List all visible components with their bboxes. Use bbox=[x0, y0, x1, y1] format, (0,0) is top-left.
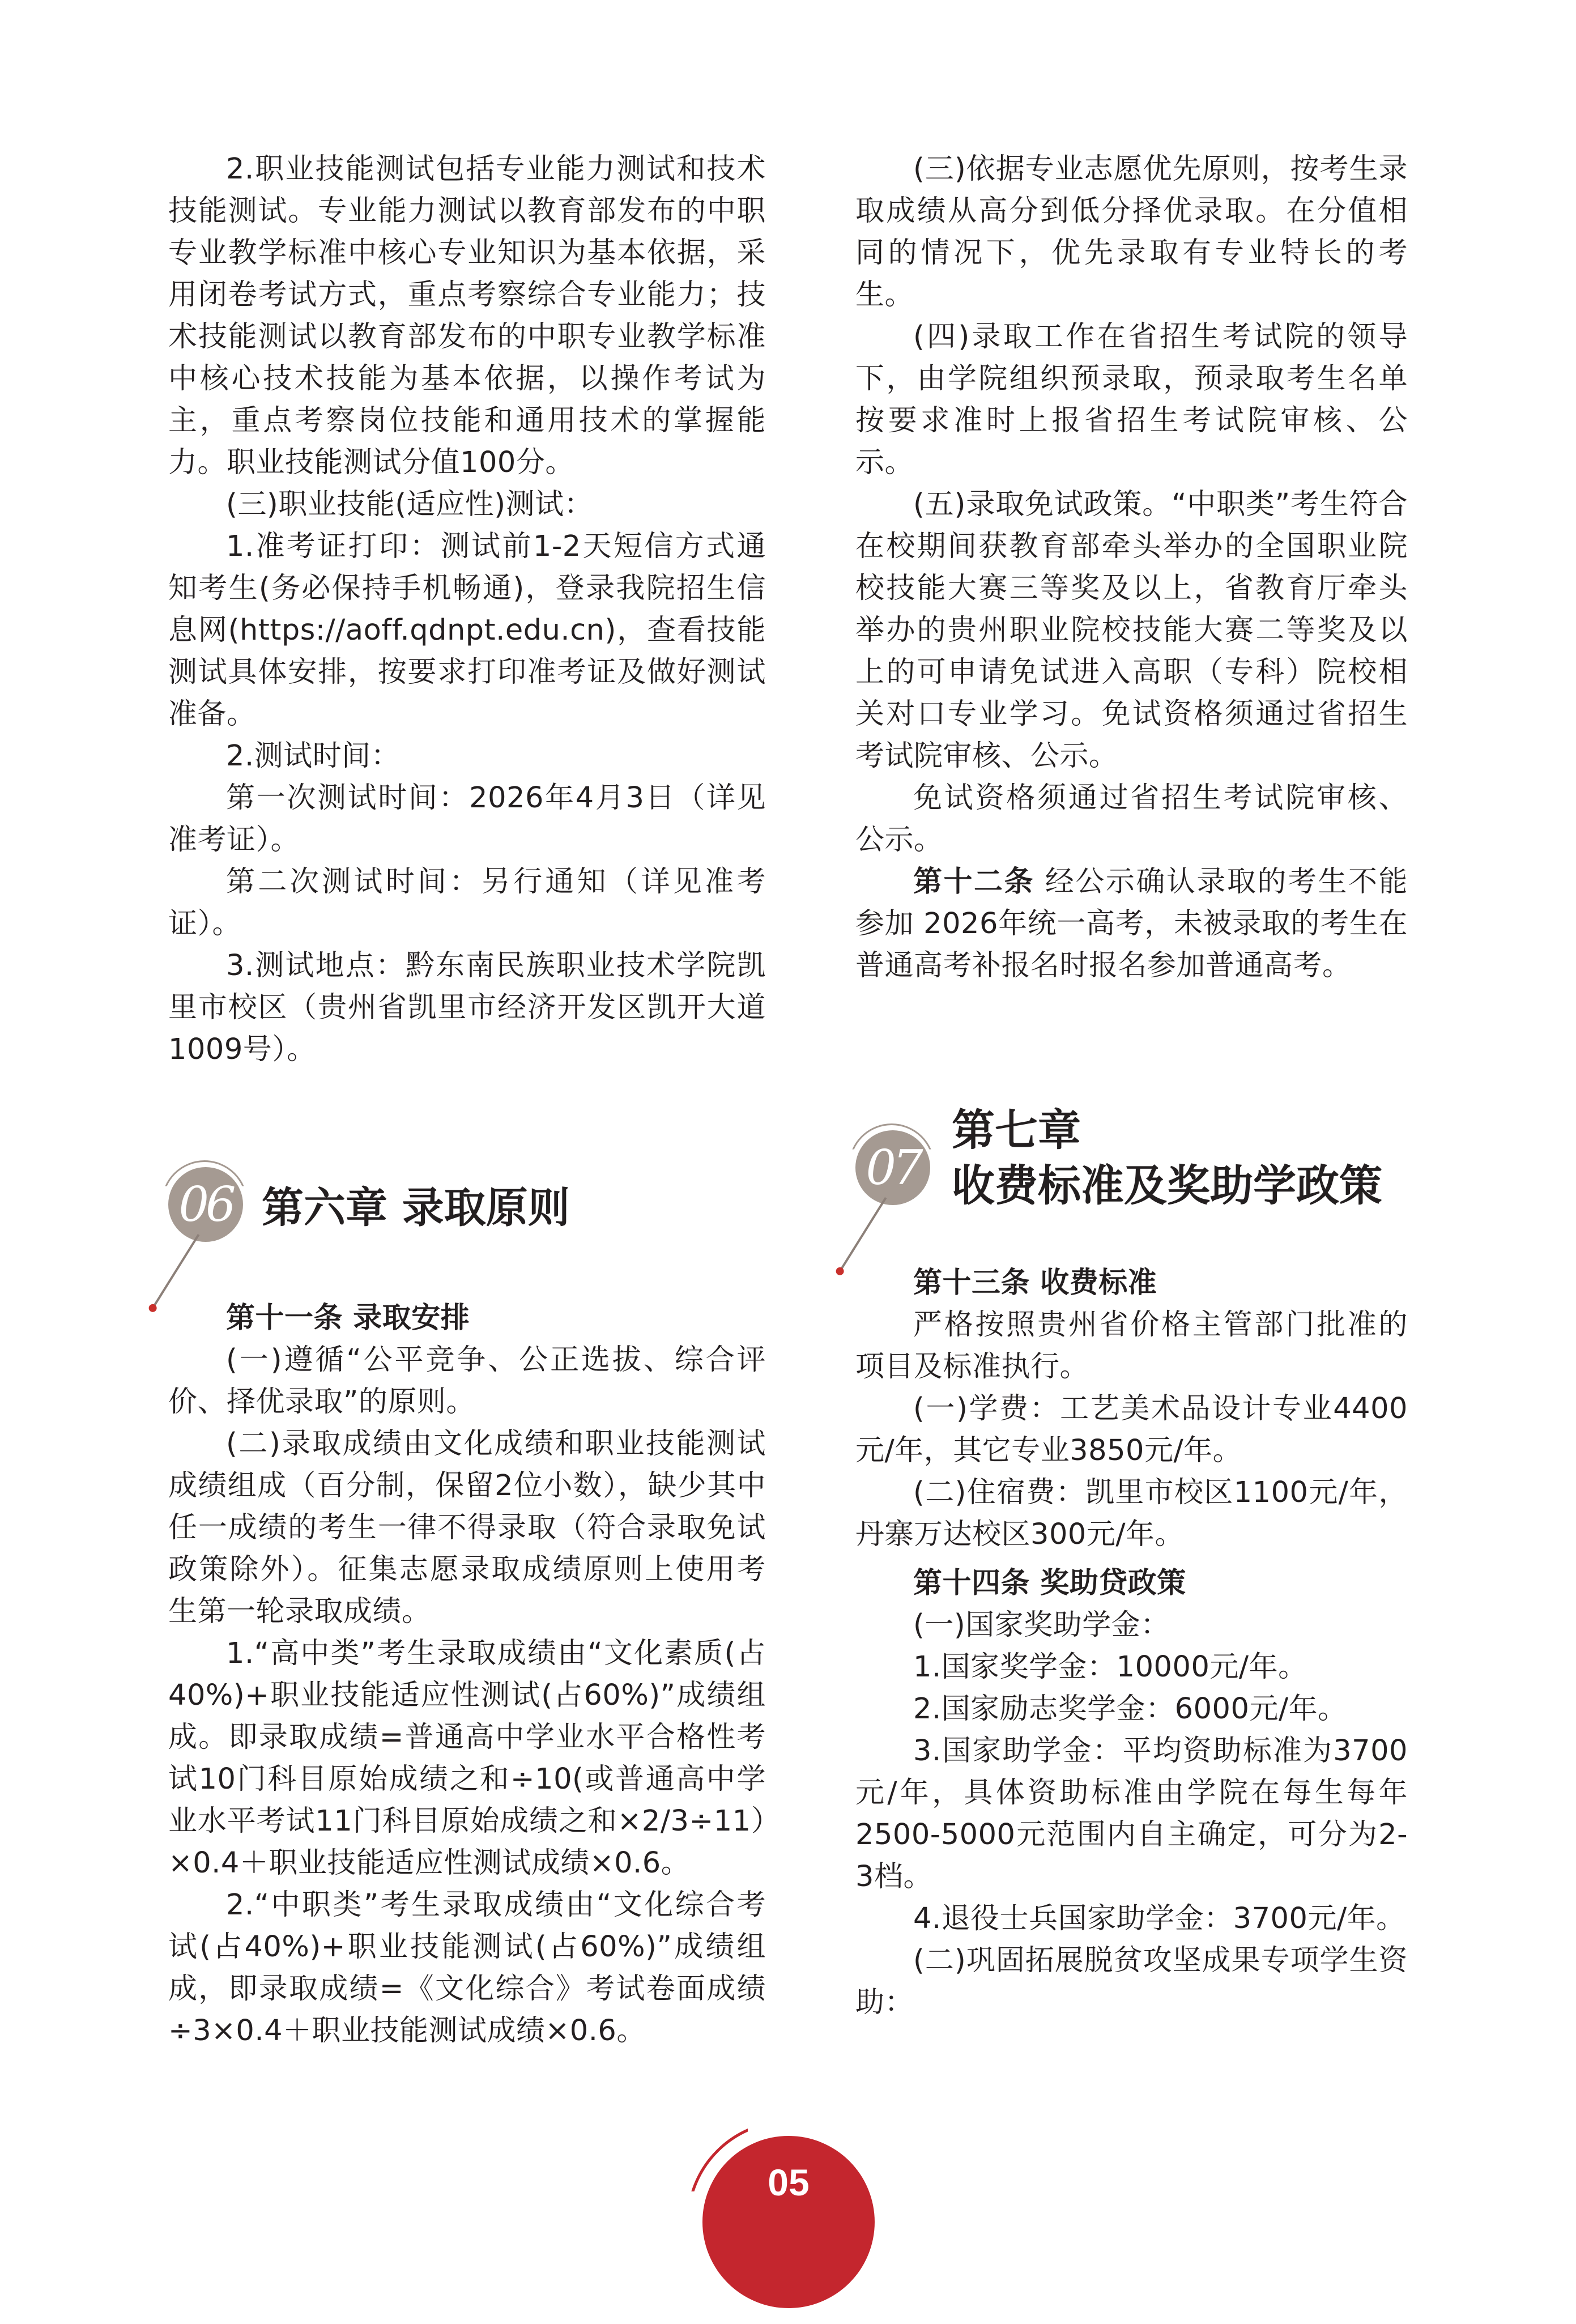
article-12-paragraph bbox=[855, 861, 1408, 987]
accommodation-fee: (二)住宿费：凯里市校区1100元/年，丹寨万达校区300元/年。 bbox=[855, 1476, 1408, 1551]
admission-ticket-paragraph: 1.准考证打印：测试前1-2天短信方式通知考生(务必保持手机畅通)，登录我院招生信息网(https://aoff.qdnpt.edu.cn)，查看技能测试具体安排，按要求打印准考证及做好测试准备。 bbox=[168, 530, 766, 731]
chapter-7-title-line1: 第七章 bbox=[952, 1105, 1081, 1155]
national-scholarship: 1.国家奖学金：10000元/年。 bbox=[913, 1650, 1307, 1684]
high-school-score-paragraph: 1.“高中类”考生录取成绩由“文化素质(占40%)+职业技能适应性测试(占60%)”成绩组成。即录取成绩=普通高中学业水平合格性考试10门科目原始成绩之和÷10(或普通高中学业水平考试11门科目原始成绩之和×2/3÷11）×0.4＋职业技能适应性测试成绩×0.6。 bbox=[168, 1637, 766, 1880]
page-number: 05 bbox=[768, 2161, 810, 2203]
second-test-time: 第二次测试时间：另行通知（详见准考证）。 bbox=[168, 865, 766, 940]
test-location: 3.测试地点：黔东南民族职业技术学院凯里市校区（贵州省凯里市经济开发区凯开大道1009号）。 bbox=[168, 949, 766, 1066]
score-composition-paragraph: (二)录取成绩由文化成绩和职业技能测试成绩组成（百分制，保留2位小数），缺少其中任一成绩的考生一律不得录取（符合录取免试政策除外）。征集志愿录取成绩原则上使用考生第一轮录取成绩。 bbox=[168, 1427, 766, 1628]
national-encouragement-scholarship: 2.国家励志奖学金：6000元/年。 bbox=[913, 1692, 1347, 1726]
article-12-body: 经公示确认录取的考生不能参加 2026年统一高考，未被录取的考生在普通高考补报名时报名参加普通高考。 bbox=[855, 865, 1408, 982]
badge-stem-decoration bbox=[840, 1197, 887, 1270]
tuition-fee: (一)学费：工艺美术品设计专业4400元/年，其它专业3850元/年。 bbox=[855, 1392, 1408, 1467]
national-aid-heading: (一)国家奖助学金： bbox=[913, 1608, 1170, 1642]
test-time-heading: 2.测试时间： bbox=[226, 739, 401, 773]
skill-test-paragraph: 2.职业技能测试包括专业能力测试和技术技能测试。专业能力测试以教育部发布的中职专业教学标准中核心专业知识为基本依据，采用闭卷考试方式，重点考察综合专业能力；技术技能测试以教育部发布的中职专业教学标准中核心技术技能为基本依据，以操作考试为主，重点考察岗位技能和通用技术的掌握能力。职业技能测试分值100分。 bbox=[168, 152, 766, 479]
principle-paragraph: (一)遵循“公平竞争、公正选拔、综合评价、择优录取”的原则。 bbox=[168, 1343, 766, 1419]
fee-basis: 严格按照贵州省价格主管部门批准的项目及标准执行。 bbox=[855, 1308, 1408, 1384]
chapter-7-title-line2: 收费标准及奖助学政策 bbox=[952, 1160, 1382, 1211]
poverty-aid-heading: (二)巩固拓展脱贫攻坚成果专项学生资助： bbox=[855, 1944, 1408, 2019]
national-grant: 3.国家助学金：平均资助标准为3700元/年，具体资助标准由学院在每生每年2500-5000元范围内自主确定，可分为2-3档。 bbox=[855, 1734, 1408, 1893]
exemption-review: 免试资格须通过省招生考试院审核、公示。 bbox=[855, 781, 1408, 857]
article-11-title: 第十一条 录取安排 bbox=[226, 1301, 470, 1335]
chapter-6-badge: 06 bbox=[168, 1167, 243, 1242]
chapter-6-title: 第六章 录取原则 bbox=[262, 1184, 570, 1232]
article-13-title: 第十三条 收费标准 bbox=[913, 1266, 1157, 1300]
chapter-7-badge: 07 bbox=[855, 1130, 930, 1205]
veteran-grant: 4.退役士兵国家助学金：3700元/年。 bbox=[913, 1902, 1405, 1935]
vocational-score-paragraph: 2.“中职类”考生录取成绩由“文化综合考试(占40%)+职业技能测试(占60%)”成绩组成，即录取成绩=《文化综合》考试卷面成绩÷3×0.4＋职业技能测试成绩×0.6。 bbox=[168, 1888, 766, 2048]
preference-principle: (三)依据专业志愿优先原则，按考生录取成绩从高分到低分择优录取。在分值相同的情况下，优先录取有专业特长的考生。 bbox=[855, 152, 1408, 312]
exemption-policy: (五)录取免试政策。“中职类”考生符合在校期间获教育部牵头举办的全国职业院校技能大赛三等奖及以上，省教育厅牵头举办的贵州职业院校技能大赛二等奖及以上的可申请免试进入高职（专科）院校相关对口专业学习。免试资格须通过省招生考试院审核、公示。 bbox=[855, 488, 1408, 773]
article-12-title: 第十二条 bbox=[913, 865, 1035, 899]
article-14-title: 第十四条 奖助贷政策 bbox=[913, 1567, 1186, 1600]
badge-stem-decoration bbox=[153, 1234, 200, 1307]
page-number-badge bbox=[702, 2136, 875, 2308]
admission-work: (四)录取工作在省招生考试院的领导下，由学院组织预录取，预录取考生名单按要求准时上报省招生考试院审核、公示。 bbox=[855, 320, 1408, 479]
first-test-time: 第一次测试时间：2026年4月3日（详见准考证）。 bbox=[168, 781, 766, 857]
section-heading: (三)职业技能(适应性)测试： bbox=[226, 488, 594, 521]
